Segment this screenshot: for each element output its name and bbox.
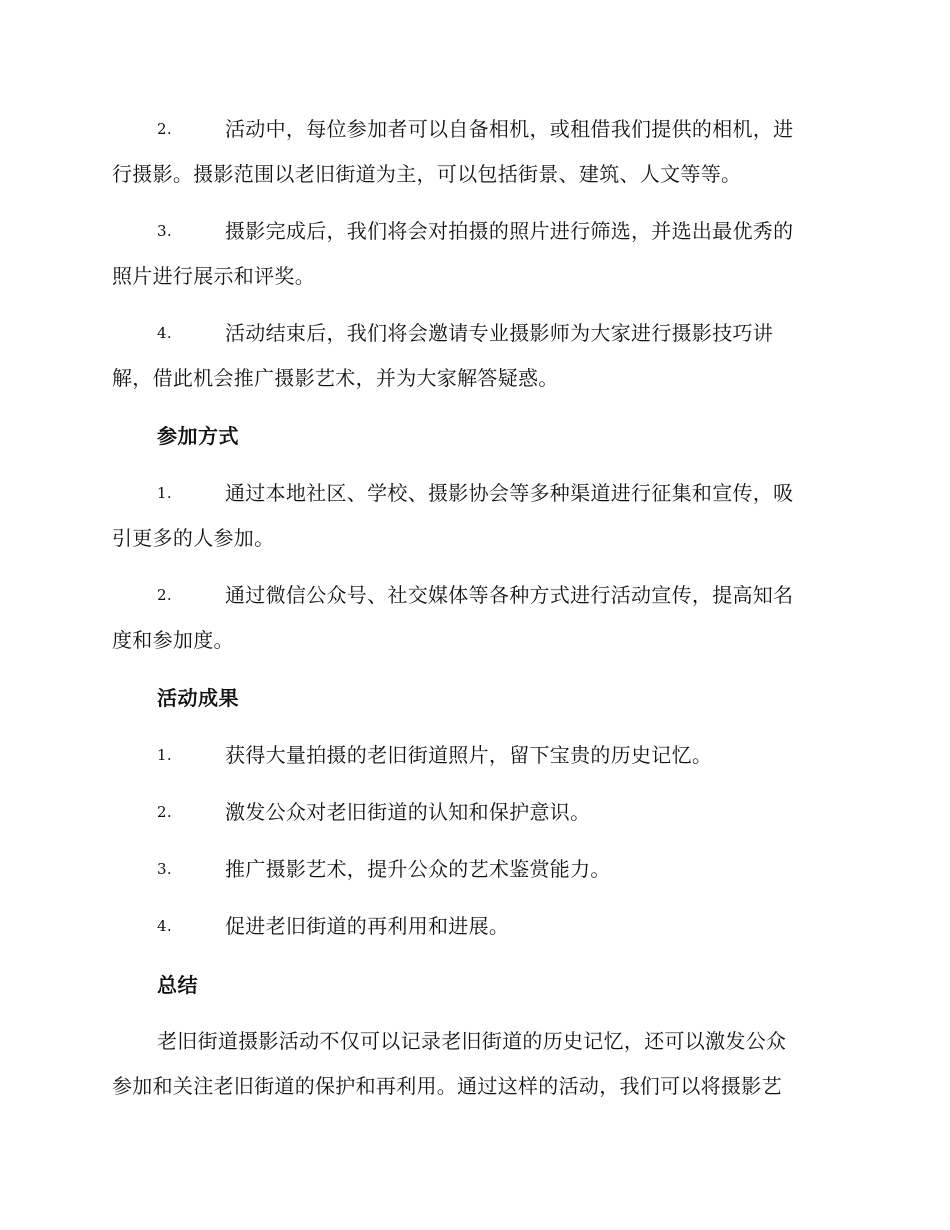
list-item	[112, 471, 834, 561]
list-text-line: 通过本地社区、学校、摄影协会等多种渠道进行征集和宣传，吸	[225, 481, 794, 505]
list-number: 2.	[157, 803, 172, 821]
list-text-line: 解，借此机会推广摄影艺术，并为大家解答疑惑。	[112, 366, 559, 390]
list-text-line: 照片进行展示和评奖。	[112, 264, 315, 288]
list-text-line: 行摄影。摄影范围以老旧街道为主，可以包括街景、建筑、人文等等。	[112, 162, 742, 186]
list-number: 4.	[157, 917, 172, 935]
list-text-line: 引更多的人参加。	[112, 526, 275, 550]
list-item	[112, 733, 834, 778]
list-text-line: 获得大量拍摄的老旧街道照片，留下宝贵的历史记忆。	[225, 743, 713, 767]
list-number: 3.	[157, 860, 172, 878]
list-item	[112, 904, 834, 949]
paragraph-line: 参加和关注老旧街道的保护和再利用。通过这样的活动，我们可以将摄影艺	[112, 1074, 782, 1098]
list-item	[112, 573, 834, 663]
list-text-line: 通过微信公众号、社交媒体等各种方式进行活动宣传，提高知名	[225, 583, 794, 607]
list-text-line: 活动结束后，我们将会邀请专业摄影师为大家进行摄影技巧讲	[225, 321, 774, 345]
list-text-line: 激发公众对老旧街道的认知和保护意识。	[225, 800, 591, 824]
list-number: 4.	[157, 324, 172, 342]
list-item	[112, 209, 834, 299]
paragraph-line: 老旧街道摄影活动不仅可以记录老旧街道的历史记忆，还可以激发公众	[157, 1029, 787, 1053]
list-text-line: 促进老旧街道的再利用和进展。	[225, 914, 510, 938]
list-text-line: 度和参加度。	[112, 628, 234, 652]
list-item	[112, 847, 834, 892]
list-item	[112, 790, 834, 835]
list-number: 2.	[157, 120, 172, 138]
list-text-line: 活动中，每位参加者可以自备相机，或租借我们提供的相机，进	[225, 117, 794, 141]
section-heading: 活动成果	[157, 686, 239, 710]
list-number: 1.	[157, 746, 172, 764]
section-heading: 参加方式	[157, 424, 239, 448]
list-text-line: 摄影完成后，我们将会对拍摄的照片进行筛选，并选出最优秀的	[225, 219, 794, 243]
list-text-line: 推广摄影艺术，提升公众的艺术鉴赏能力。	[225, 857, 611, 881]
list-number: 2.	[157, 586, 172, 604]
list-item	[112, 311, 834, 401]
summary-paragraph	[112, 1019, 834, 1109]
section-heading: 总结	[157, 973, 198, 997]
list-number: 3.	[157, 222, 172, 240]
list-item	[112, 107, 834, 197]
list-number: 1.	[157, 484, 172, 502]
